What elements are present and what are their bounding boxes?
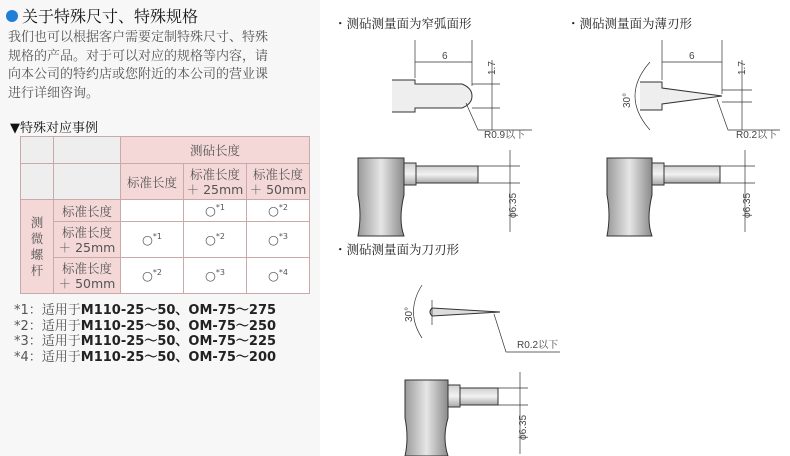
angle-label: 30° — [404, 306, 415, 322]
radius-label: R0.2以下 — [736, 130, 778, 141]
intro-line: 向本公司的特约店或您附近的本公司的营业课 — [8, 67, 269, 82]
intro-line: 我们也可以根据客户需要定制特殊尺寸、特殊 — [8, 30, 269, 45]
thin-blade-top-view — [635, 40, 780, 130]
radius-label: R0.9以下 — [484, 130, 526, 141]
diagram-title-narrow-arc: ・测砧测量面为窄弧面形 — [334, 16, 472, 31]
narrow-arc-top-view — [392, 40, 532, 130]
diagram-title-thin-blade: ・测砧测量面为薄刃形 — [567, 16, 693, 31]
table-cell: ○$^{*1}$ — [121, 222, 184, 258]
spindle-row-group: 测 微 螺 杆 — [21, 200, 54, 294]
dia-label: ϕ6.35 — [742, 192, 753, 218]
intro-line: 进行详细咨询。 — [8, 85, 100, 101]
dim-height: 1.7 — [737, 61, 748, 75]
section-title-text: 关于特殊尺寸、特殊规格 — [22, 7, 199, 26]
table-cell: ○$^{*2}$ — [121, 258, 184, 294]
narrow-arc-side-view — [358, 150, 520, 236]
dim-length: 6 — [689, 51, 695, 62]
intro-line: 规格的产品。对于可以对应的规格等内容，请 — [8, 48, 269, 64]
diagram-title-knife-edge: ・测砧测量面为刀刃形 — [334, 242, 460, 257]
row-label: 标准长度 — [54, 200, 121, 222]
dia-label: ϕ6.35 — [508, 192, 519, 218]
footnote: *4：适用于M110-25～50、OM-75～200 — [14, 349, 277, 365]
table-cell: ○$^{*2}$ — [184, 222, 247, 258]
dia-label: ϕ6.35 — [518, 414, 529, 440]
table-cell: ○$^{*4}$ — [247, 258, 310, 294]
thin-blade-side-view — [607, 150, 755, 236]
footnote: *3：适用于M110-25～50、OM-75～225 — [14, 334, 277, 350]
dim-length: 6 — [442, 51, 448, 62]
row-label: 标准长度 ＋ 25mm — [54, 222, 121, 258]
angle-label: 30° — [622, 92, 633, 108]
col-standard: 标准长度 — [121, 164, 184, 200]
table-cell: ○$^{*2}$ — [247, 200, 310, 222]
footnote: *2：适用于M110-25～50、OM-75～250 — [14, 318, 277, 334]
radius-label: R0.2以下 — [517, 340, 559, 351]
row-label: 标准长度 ＋ 50mm — [54, 258, 121, 294]
col-plus50: 标准长度 ＋ 50mm — [247, 164, 310, 200]
anvil-length-header: 测砧长度 — [121, 137, 310, 164]
table-cell: ○$^{*3}$ — [184, 258, 247, 294]
col-plus25: 标准长度 ＋ 25mm — [184, 164, 247, 200]
footnote: *1：适用于M110-25～50、OM-75～275 — [14, 303, 277, 318]
table-cell: ○$^{*3}$ — [247, 222, 310, 258]
table-cell: ○$^{*1}$ — [184, 200, 247, 222]
knife-edge-side-view — [405, 372, 528, 456]
dim-height: 1.7 — [487, 61, 498, 75]
subheading: ▼特殊对应事例 — [10, 121, 98, 136]
